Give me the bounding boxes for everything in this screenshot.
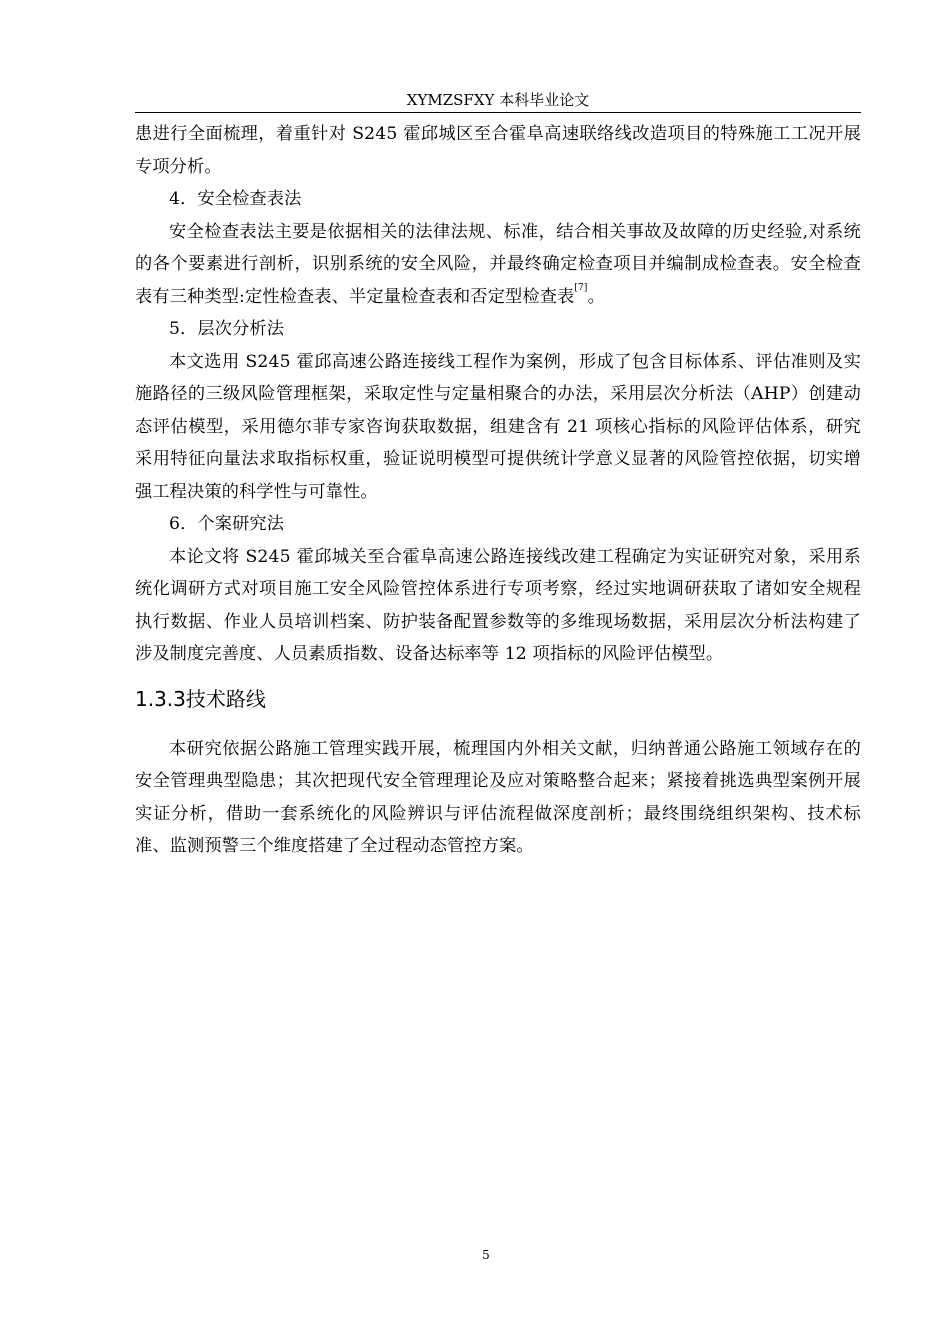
- citation-ref: [7]: [574, 282, 588, 293]
- paragraph-continuation: 患进行全面梳理，着重针对 S245 霍邱城区至合霍阜高速联络线改造项目的特殊施工工况开展专项分析。: [135, 124, 861, 177]
- paragraph-checklist-text: 安全检查表法主要是依据相关的法律法规、标准，结合相关事故及故障的历史经验,对系统的各个要素进行剖析，识别系统的安全风险，并最终确定检查项目并编制成检查表。安全检查表有三种类型:定性检查表、半定量检查表和否定型检查表: [135, 221, 861, 307]
- section-heading: 1.3.3技术路线: [135, 686, 266, 711]
- page-number: 5: [482, 1248, 490, 1262]
- running-header: XYMZSFXY 本科毕业论文: [406, 91, 590, 109]
- body-text: [135, 118, 861, 863]
- list-heading-checklist: 4．安全检查表法: [169, 189, 302, 209]
- header-rule: [135, 112, 861, 113]
- list-heading-ahp: 5．层次分析法: [169, 319, 285, 339]
- paragraph-technical-route: 本研究依据公路施工管理实践开展，梳理国内外相关文献，归纳普通公路施工领域存在的安全管理典型隐患；其次把现代安全管理理论及应对策略整合起来；紧接着挑选典型案例开展实证分析，借助一套系统化的风险辨识与评估流程做深度剖析；最终围绕组织架构、技术标准、监测预警三个维度搭建了全过程动态管控方案。: [135, 738, 861, 856]
- paragraph-case-study: 本论文将 S245 霍邱城关至合霍阜高速公路连接线改建工程确定为实证研究对象，采用系统化调研方式对项目施工安全风险管控体系进行专项考察，经过实地调研获取了诸如安全规程执行数据、作业人员培训档案、防护装备配置参数等的多维现场数据，采用层次分析法构建了涉及制度完善度、人员素质指数、设备达标率等 12 项指标的风险评估模型。: [135, 546, 861, 664]
- paragraph-checklist: [135, 216, 861, 314]
- list-heading-case-study: 6．个案研究法: [169, 514, 285, 534]
- paragraph-checklist-end: 。: [587, 286, 605, 307]
- paragraph-ahp: 本文选用 S245 霍邱高速公路连接线工程作为案例，形成了包含目标体系、评估准则及实施路径的三级风险管理框架，采取定性与定量相聚合的办法，采用层次分析法（AHP）创建动态评估模型，采用德尔菲专家咨询获取数据，组建含有 21 项核心指标的风险评估体系，研究采用特征向量法求取指标权重，验证说明模型可提供统计学意义显著的风险管控依据，切实增强工程决策的科学性与可靠性。: [135, 351, 861, 502]
